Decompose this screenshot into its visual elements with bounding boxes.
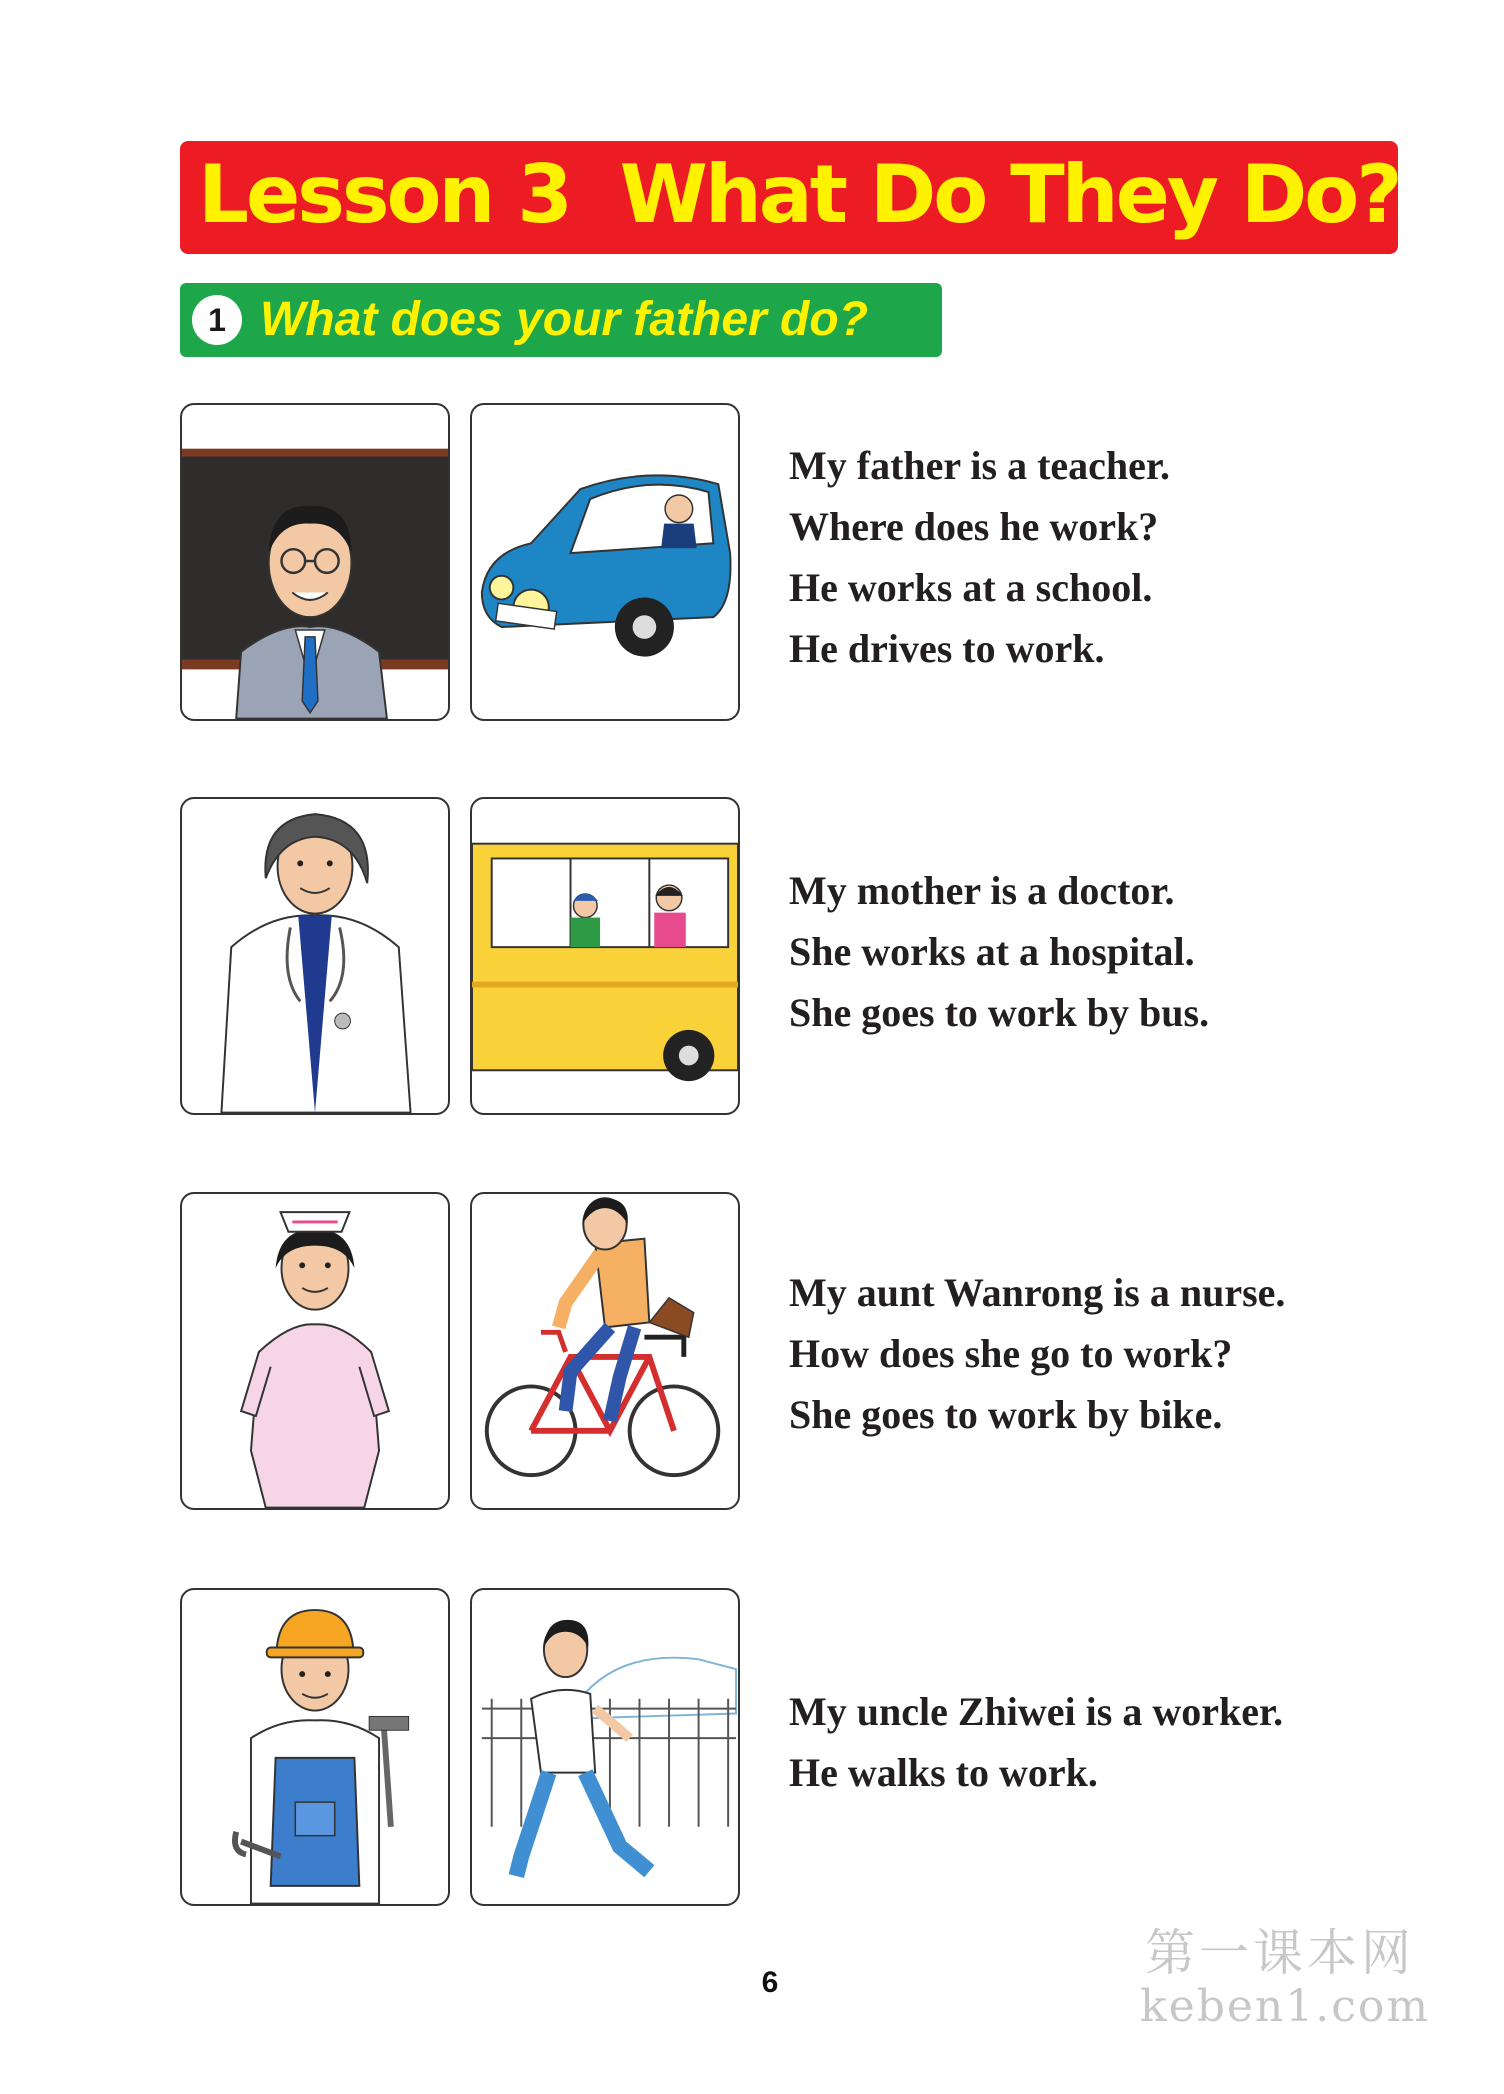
sentence: My father is a teacher. <box>789 443 1171 488</box>
row-4-text <box>789 1681 1283 1803</box>
doctor-illustration <box>180 797 450 1115</box>
row-2-text <box>789 860 1209 1043</box>
page-number: 6 <box>761 1966 779 1999</box>
teacher-illustration <box>180 403 450 721</box>
row-3-text <box>789 1262 1285 1445</box>
bike-illustration <box>470 1192 740 1510</box>
worker-with-hard-hat-and-tools-icon <box>182 1590 448 1904</box>
sentence: She works at a hospital. <box>789 929 1195 974</box>
section-banner <box>180 283 942 357</box>
sentence: She goes to work by bike. <box>789 1392 1223 1437</box>
watermark-url: keben1.com <box>1140 1981 1431 2032</box>
row-1-text <box>789 435 1170 679</box>
man-walking-past-fence-icon <box>472 1590 738 1904</box>
watermark-chinese: 第一课本网 <box>1145 1924 1415 1982</box>
walking-illustration <box>470 1588 740 1906</box>
lesson-title: Lesson 3 What Do They Do? <box>198 148 1400 241</box>
worker-illustration <box>180 1588 450 1906</box>
sentence: My aunt Wanrong is a nurse. <box>789 1270 1286 1315</box>
woman-riding-red-bike-icon <box>472 1194 738 1508</box>
section-title: What does your father do? <box>260 293 869 346</box>
sentence: My uncle Zhiwei is a worker. <box>789 1689 1284 1734</box>
bus-illustration <box>470 797 740 1115</box>
nurse-illustration <box>180 1192 450 1510</box>
sentence: Where does he work? <box>789 504 1159 549</box>
sentence: My mother is a doctor. <box>789 868 1175 913</box>
yellow-bus-icon <box>472 799 738 1113</box>
sentence: How does she go to work? <box>789 1331 1233 1376</box>
sentence: He drives to work. <box>789 626 1105 671</box>
doctor-with-stethoscope-icon <box>182 799 448 1113</box>
lesson-title-banner <box>180 141 1398 254</box>
car-illustration <box>470 403 740 721</box>
nurse-in-pink-uniform-icon <box>182 1194 448 1508</box>
sentence: He works at a school. <box>789 565 1153 610</box>
section-number-badge: 1 <box>192 295 242 345</box>
sentence: He walks to work. <box>789 1750 1098 1795</box>
blue-car-icon <box>472 405 738 719</box>
watermark <box>1140 1924 1431 2032</box>
sentence: She goes to work by bus. <box>789 990 1210 1035</box>
teacher-at-blackboard-icon <box>182 405 448 719</box>
